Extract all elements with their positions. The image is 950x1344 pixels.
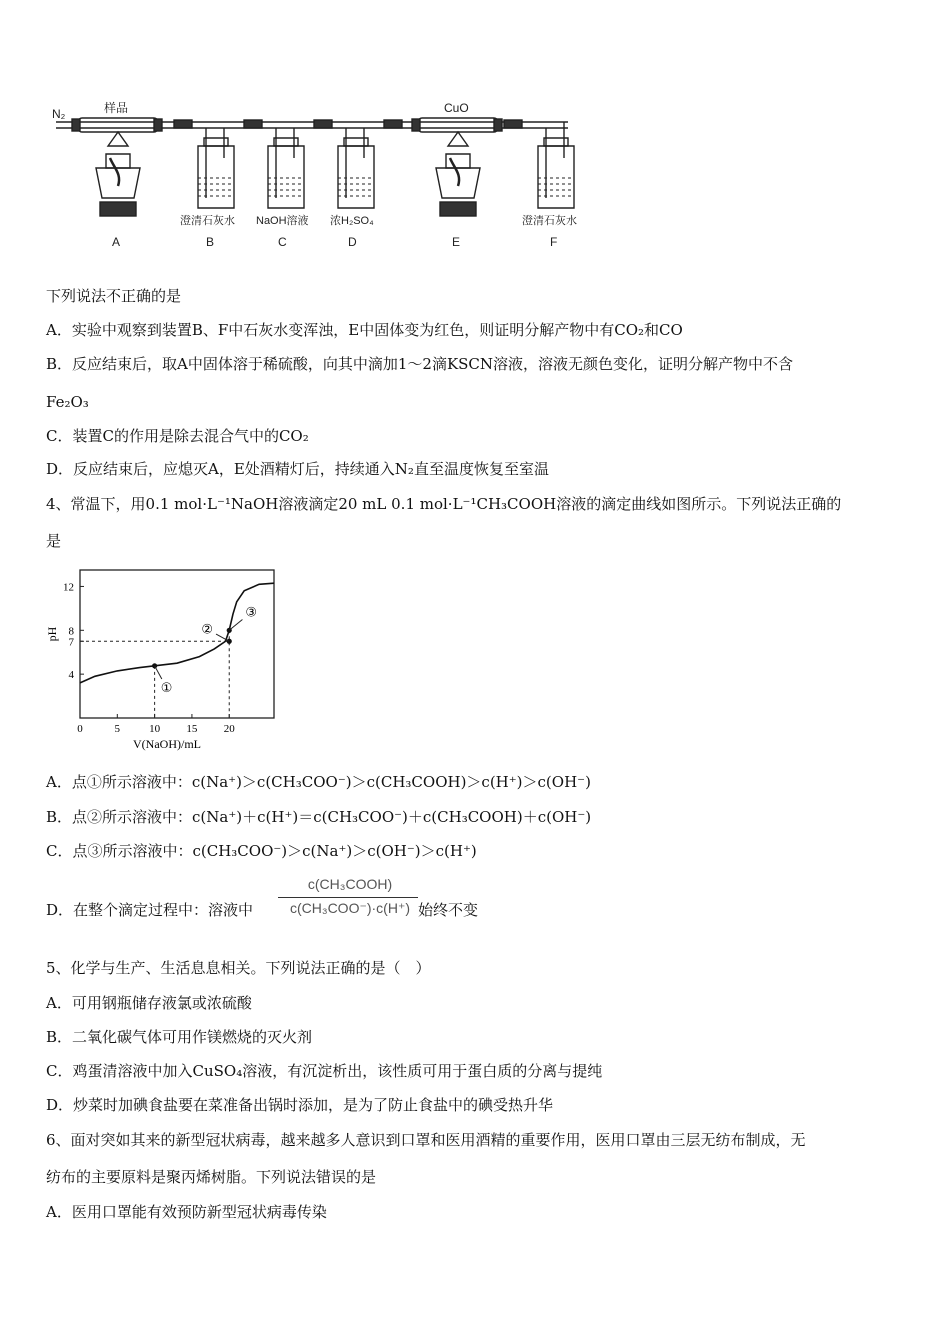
apparatus-diagram (48, 98, 608, 258)
point-leader (155, 666, 162, 679)
q5-option-d: D．炒菜时加碘食盐要在菜准备出锅时添加，是为了防止食盐中的碘受热升华 (46, 1096, 554, 1114)
q4-stem: 4、常温下，用0.1 mol·L⁻¹NaOH溶液滴定20 mL 0.1 mol·L⁻¹CH₃COOH溶液的滴定曲线如图所示。下列说法正确的 (46, 495, 842, 513)
q4-option-a: A．点①所示溶液中：c(Na⁺)＞c(CH₃COO⁻)＞c(CH₃COOH)＞c(H⁺)＞c(OH⁻) (46, 773, 591, 791)
bottle-c (268, 128, 304, 208)
y-tick-label: 7 (68, 636, 74, 649)
plot-frame (80, 570, 274, 718)
x-tick-label: 15 (186, 723, 198, 735)
q5-option-a: A．可用钢瓶储存液氯或浓硫酸 (46, 994, 252, 1012)
y-tick-label: 8 (68, 625, 74, 638)
unit-letter-d: D (348, 235, 357, 249)
y-tick-label: 12 (63, 581, 74, 594)
q3-option-a: A．实验中观察到装置B、F中石灰水变浑浊，E中固体变为红色，则证明分解产物中有CO₂和CO (46, 321, 683, 339)
unit-letter-b: B (206, 235, 215, 249)
point-label: ① (160, 680, 173, 696)
q4-option-d-suffix: 始终不变 (418, 901, 479, 919)
fraction-numerator: c(CH₃COOH) (307, 876, 393, 892)
q4-option-d-prefix: D．在整个滴定过程中：溶液中 (46, 901, 254, 919)
q5-option-c: C．鸡蛋清溶液中加入CuSO₄溶液，有沉淀析出，该性质可用于蛋白质的分离与提纯 (46, 1062, 603, 1080)
bottle-f (538, 122, 574, 208)
reagent-d: 浓H₂SO₄ (330, 215, 374, 227)
titration-chart (44, 562, 284, 752)
q4-fraction (276, 876, 420, 922)
q6-stem-cont: 纺布的主要原料是聚丙烯树脂。下列说法错误的是 (46, 1168, 377, 1186)
gas-label: N₂ (52, 107, 66, 121)
reaction-tube-e (418, 118, 498, 132)
sample-label: 样品 (104, 101, 129, 115)
x-axis-label: V(NaOH)/mL (133, 737, 201, 751)
flame-a (108, 132, 128, 146)
point-label: ② (201, 622, 214, 638)
unit-letter-a: A (112, 235, 121, 249)
unit-letter-e: E (452, 235, 461, 249)
unit-letter-f: F (550, 235, 558, 249)
reagent-c: NaOH溶液 (256, 215, 309, 227)
reagent-b: 澄清石灰水 (180, 215, 235, 227)
reagent-f: 澄清石灰水 (522, 215, 577, 227)
bottle-d (338, 128, 374, 208)
x-tick-label: 0 (77, 723, 83, 735)
fraction-denominator: c(CH₃COO⁻)·c(H⁺) (289, 900, 410, 916)
bottle-b (198, 128, 234, 208)
q4-option-b: B．点②所示溶液中：c(Na⁺)＋c(H⁺)＝c(CH₃COO⁻)＋c(CH₃COOH)＋c(OH⁻) (46, 808, 592, 826)
y-tick-label: 4 (68, 669, 74, 682)
q3-option-b: B．反应结束后，取A中固体溶于稀硫酸，向其中滴加1～2滴KSCN溶液，溶液无颜色变化，证明分解产物中不含 (46, 355, 794, 373)
q3-option-c: C．装置C的作用是除去混合气中的CO₂ (46, 427, 309, 445)
fraction-bar (278, 897, 418, 898)
q3-option-b-cont: Fe₂O₃ (46, 393, 89, 411)
point-label: ③ (245, 605, 258, 621)
flame-e (448, 132, 468, 146)
cuo-label: CuO (444, 101, 469, 115)
y-axis-label: pH (45, 626, 59, 642)
titration-curve (80, 583, 274, 683)
x-tick-label: 5 (114, 723, 121, 735)
q4-option-c: C．点③所示溶液中：c(CH₃COO⁻)＞c(Na⁺)＞c(OH⁻)＞c(H⁺) (46, 842, 477, 860)
data-point (152, 663, 157, 668)
data-point (227, 639, 232, 644)
q3-stem: 下列说法不正确的是 (46, 287, 182, 305)
q6-stem: 6、面对突如其来的新型冠状病毒，越来越多人意识到口罩和医用酒精的重要作用，医用口罩由三层无纺布制成，无 (46, 1131, 806, 1149)
q4-stem-cont: 是 (46, 532, 62, 550)
reaction-tube-a (78, 118, 158, 132)
q6-option-a: A．医用口罩能有效预防新型冠状病毒传染 (46, 1203, 327, 1221)
x-tick-label: 20 (223, 723, 235, 735)
x-tick-label: 10 (149, 723, 161, 735)
unit-letter-c: C (278, 235, 287, 249)
q5-option-b: B．二氧化碳气体可用作镁燃烧的灭火剂 (46, 1028, 313, 1046)
q5-stem: 5、化学与生产、生活息息相关。下列说法正确的是（ ） (46, 959, 431, 977)
q3-option-d: D．反应结束后，应熄灭A，E处酒精灯后，持续通入N₂直至温度恢复至室温 (46, 460, 549, 478)
